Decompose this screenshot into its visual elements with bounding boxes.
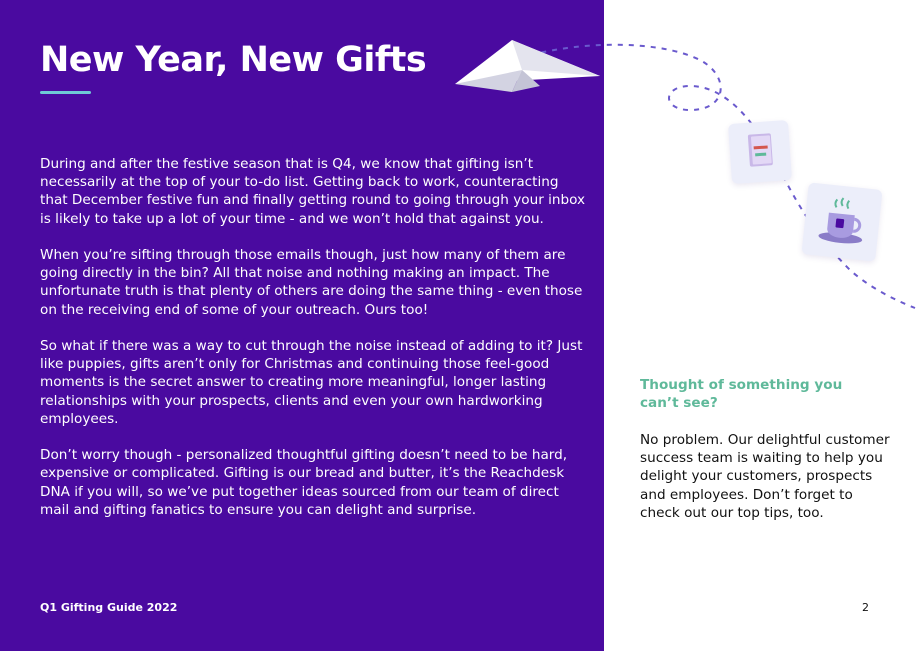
body-text (40, 155, 590, 537)
sidebar-heading: Thought of something you can’t see? (640, 377, 843, 412)
paragraph: So what if there was a way to cut through the noise instead of adding to it? Just like puppies, gifts aren’t only for Christmas and continuing those feel-good moments is the secret answer to creating more meaningful, longer lasting relationships with your prospects, clients and even your own hardworking employees. (40, 338, 583, 427)
mug-icon (801, 182, 882, 261)
paragraph: When you’re sifting through those emails though, just how many of them are going directly in the bin? All that noise and nothing making an impact. The unfortunate truth is that plenty of others are doing the same thing - even those on the receiving end of some of your outreach. Ours too! (40, 247, 583, 318)
guide-name: Q1 Gifting Guide 2022 (40, 601, 178, 614)
sidebar-panel (604, 0, 920, 651)
title-underline (40, 91, 91, 94)
mug-card (801, 182, 882, 261)
paragraph: Don’t worry though - personalized thoughtful gifting doesn’t need to be hard, expensive or complicated. Gifting is our bread and butter, it’s the Reachdesk DNA if you will, so we’ve put together ideas sourced from our team of direct mail and gifting fanatics to ensure you can delight and surprise. (40, 447, 568, 518)
page-title: New Year, New Gifts (40, 40, 427, 80)
book-icon (728, 120, 792, 184)
sidebar-body: No problem. Our delightful customer success team is waiting to help you delight your customers, prospects and employees. Don’t forget to check out our top tips, too. (640, 432, 890, 521)
paragraph: During and after the festive season that is Q4, we know that gifting isn’t necessarily at the top of your to-do list. Getting back to work, counteracting that December festive fun and finally getting round to going through your inbox is likely to take up a lot of your time - and we won’t hold that against you. (40, 156, 586, 227)
page-number: 2 (862, 601, 869, 614)
book-card (728, 120, 792, 184)
